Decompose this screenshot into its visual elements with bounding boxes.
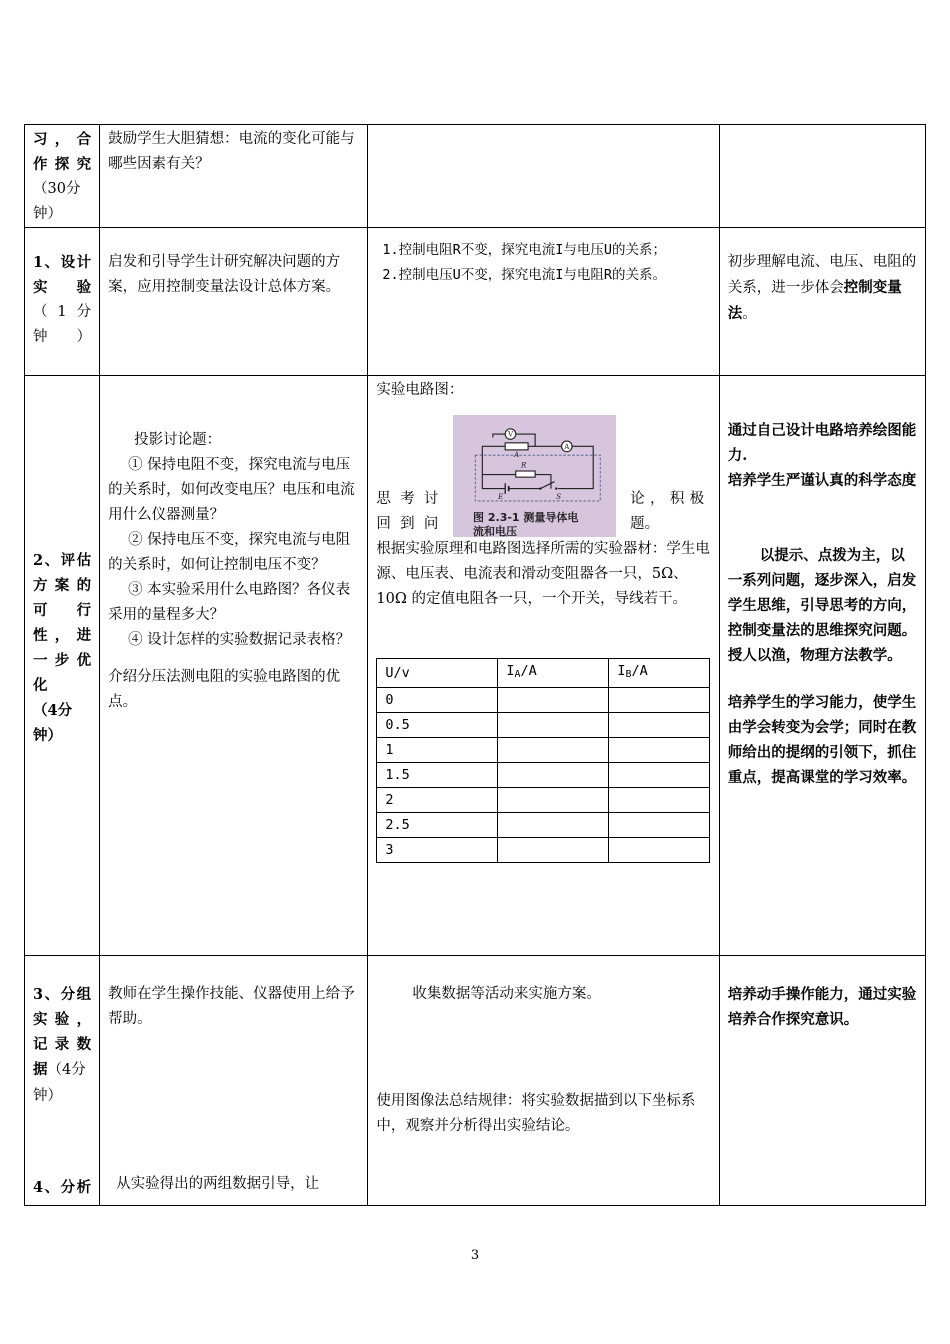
svg-text:V: V xyxy=(507,429,514,439)
discussion-question: ③ 本实验采用什么电路图？各仪表采用的量程多大？ xyxy=(108,582,351,623)
svg-text:A: A xyxy=(514,449,520,459)
teacher-activity-text: 启发和引导学生计研究解决问题的方案，应用控制变量法设计总体方案。 xyxy=(108,254,341,295)
design-intent-text: 通过自己设计电路培养绘图能力. xyxy=(727,422,917,464)
table-row xyxy=(377,813,710,838)
svg-text:R: R xyxy=(521,460,527,470)
stage-cell xyxy=(25,956,100,1206)
page-number: 3 xyxy=(470,1248,480,1263)
design-intent-text: 以提示、点拨为主，以一系列问题，逐步深入，启发学生思维，引导思考的方向，控制变量法的思维探究问题。授人以渔，物理方法教学。 xyxy=(727,547,917,664)
table-row xyxy=(377,788,710,813)
circuit-title: 实验电路图： xyxy=(376,382,464,398)
stage-label: 方案的 xyxy=(33,577,92,594)
table-cell xyxy=(609,738,710,763)
table-row xyxy=(377,763,710,788)
teacher-activity-cell xyxy=(100,228,368,376)
table-cell xyxy=(609,788,710,813)
design-intent-cell xyxy=(719,376,925,956)
table-header: $I_A/A$ xyxy=(498,659,609,688)
table-cell: 1 xyxy=(377,738,498,763)
design-intent-cell xyxy=(719,956,925,1206)
teacher-note: 介绍分压法测电阻的实验电路图的优点。 xyxy=(108,669,341,710)
table-cell xyxy=(498,763,609,788)
figure-caption: 图 2.3-1 测量导体电 流和电压 xyxy=(473,511,579,538)
discussion-question: ④ 设计怎样的实验数据记录表格？ xyxy=(128,632,351,648)
table-cell: 2.5 xyxy=(377,813,498,838)
table-cell xyxy=(498,688,609,713)
table-row xyxy=(25,956,926,1206)
table-row xyxy=(25,228,926,376)
table-cell xyxy=(609,813,710,838)
table-row xyxy=(377,838,710,863)
student-activity-item: 1.控制电阻R不变，探究电流I与电压U的关系； xyxy=(382,242,667,258)
table-cell xyxy=(498,813,609,838)
table-row xyxy=(377,713,710,738)
table-cell: 0.5 xyxy=(377,713,498,738)
design-intent-text: 培养学生严谨认真的科学态度 xyxy=(727,472,917,489)
table-cell: 3 xyxy=(377,838,498,863)
stage-label: 性，进 xyxy=(33,627,92,644)
svg-text:A: A xyxy=(564,442,570,451)
stage-label: 4、分析 xyxy=(33,1179,92,1196)
student-activity-cell xyxy=(368,376,719,956)
teacher-activity-text: 从实验得出的两组数据引导，让 xyxy=(116,1176,320,1192)
table-cell xyxy=(498,713,609,738)
table-row xyxy=(377,659,710,688)
table-cell: 1.5 xyxy=(377,763,498,788)
table-header: U/v xyxy=(377,659,498,688)
stage-label: 实验 xyxy=(33,279,92,296)
stage-label: 一步优 xyxy=(33,652,92,669)
stage-label: 实验， xyxy=(33,1011,92,1028)
circuit-diagram-svg xyxy=(461,427,611,515)
table-cell xyxy=(609,713,710,738)
table-cell: 0 xyxy=(377,688,498,713)
table-cell xyxy=(609,763,710,788)
student-activity-text: 收集数据等活动来实施方案。 xyxy=(412,986,601,1002)
design-intent-text: 培养动手操作能力，通过实验培养合作探究意识。 xyxy=(727,986,917,1028)
stage-time: （4分钟） xyxy=(33,702,73,744)
table-row xyxy=(377,738,710,763)
student-activity-text: 使用图像法总结规律：将实验数据描到以下坐标系中，观察并分析得出实验结论。 xyxy=(376,1093,696,1134)
teacher-activity-text: 教师在学生操作技能、仪器使用上给予帮助。 xyxy=(108,986,355,1027)
stage-label: 化 xyxy=(33,677,48,694)
student-text: 题。 xyxy=(630,516,660,532)
stage-time: （4分钟） xyxy=(33,1062,86,1104)
student-activity-cell xyxy=(368,956,719,1206)
student-activity-cell xyxy=(368,125,719,228)
stage-cell xyxy=(25,125,100,228)
teacher-activity-text: 鼓励学生大胆猜想：电流的变化可能与哪些因素有关？ xyxy=(108,131,355,172)
student-text: 思 考 讨 xyxy=(376,491,439,507)
stage-label: 可 行 xyxy=(33,602,92,619)
discussion-question: ② 保持电压不变，探究电流与电阻的关系时，如何让控制电压不变？ xyxy=(108,532,351,573)
student-text: 论，积极 xyxy=(630,491,705,507)
teacher-activity-cell xyxy=(100,125,368,228)
table-cell xyxy=(609,688,710,713)
data-record-table xyxy=(376,658,710,863)
table-cell xyxy=(498,838,609,863)
design-intent-cell xyxy=(719,125,925,228)
student-text: 回 到 问 xyxy=(376,516,439,532)
table-row xyxy=(25,376,926,956)
discussion-title: 投影讨论题： xyxy=(134,432,222,448)
table-cell xyxy=(498,738,609,763)
table-cell xyxy=(609,838,710,863)
student-activity-item: 2.控制电压U不变，探究电流I与电阻R的关系。 xyxy=(382,267,667,283)
stage-time: （30分钟） xyxy=(33,181,81,222)
table-row xyxy=(25,125,926,228)
stage-label: 作探究 xyxy=(33,156,92,173)
svg-text:E: E xyxy=(498,492,504,502)
stage-label: 记录数 xyxy=(33,1036,92,1053)
teacher-activity-cell xyxy=(100,956,368,1206)
stage-label: 2、评估 xyxy=(33,552,92,569)
table-cell: 2 xyxy=(377,788,498,813)
stage-label: 3、分组 xyxy=(33,986,92,1003)
student-materials: 根据实验原理和电路图选择所需的实验器材：学生电源、电压表、电流表和滑动变阻器各一只，5Ω、10Ω 的定值电阻各一只，一个开关，导线若干。 xyxy=(376,541,710,607)
stage-cell xyxy=(25,376,100,956)
teacher-activity-cell xyxy=(100,376,368,956)
table-cell xyxy=(498,788,609,813)
stage-label: 1、设计 xyxy=(33,254,92,271)
circuit-diagram xyxy=(453,415,616,537)
student-activity-cell xyxy=(368,228,719,376)
design-intent-text: 初步理解电流、电压、电阻的关系，进一步体会控制变量法。 xyxy=(727,254,917,322)
table-row xyxy=(377,688,710,713)
design-intent-cell xyxy=(719,228,925,376)
lesson-plan-table xyxy=(24,124,926,1206)
table-header: $I_B/A$ xyxy=(609,659,710,688)
design-intent-text: 培养学生的学习能力，使学生由学会转变为会学；同时在教师给出的提纲的引领下，抓住重点，提高课堂的学习效率。 xyxy=(727,694,917,786)
discussion-question: ① 保持电阻不变，探究电流与电压的关系时，如何改变电压？电压和电流用什么仪器测量？ xyxy=(108,457,355,523)
stage-cell xyxy=(25,228,100,376)
circuit-row xyxy=(376,411,710,537)
stage-label: 据 xyxy=(33,1061,48,1078)
stage-label: 习，合 xyxy=(33,131,92,148)
stage-time: （1分钟） xyxy=(33,304,92,345)
svg-text:S: S xyxy=(556,492,562,502)
